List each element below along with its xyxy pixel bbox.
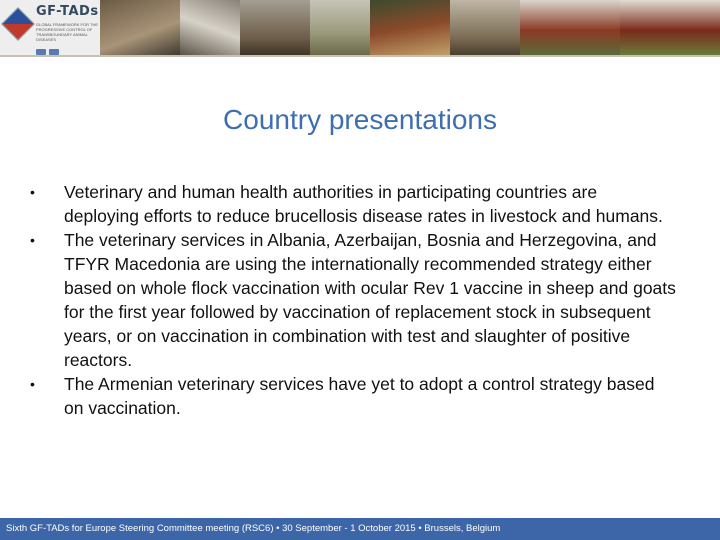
header-divider [0, 55, 720, 57]
bullet-list [26, 180, 676, 420]
animal-photo-pigs [450, 0, 520, 55]
logo-diamond-icon [1, 7, 35, 41]
bullet-item: • The veterinary services in Albania, Azerbaijan, Bosnia and Herzegovina, and TFYR Macedonia are using the internationally recommended strategy either based on whole flock vaccination with ocular Rev 1 vaccine in sheep and goats for the first year followed by vaccination of replacement stock in subsequent years, or on vaccination in combination with test and slaughter of positive reactors. [26, 228, 676, 372]
slide-title: Country presentations [223, 104, 497, 135]
bullet-item: • The Armenian veterinary services have yet to adopt a control strategy based on vaccination. [26, 372, 676, 420]
partner-logos [36, 42, 62, 55]
header-banner [0, 0, 720, 55]
animal-photo-cattle [520, 0, 620, 55]
animal-photo-birds [310, 0, 370, 55]
bullet-item: • Veterinary and human health authorities in participating countries are deploying efforts to reduce brucellosis disease rates in livestock and humans. [26, 180, 676, 228]
animal-photo-horse [240, 0, 310, 55]
footer-text: Sixth GF-TADs for Europe Steering Committee meeting (RSC6) • 30 September - 1 October 2015 • Brussels, Belgium [6, 523, 501, 534]
animal-photo-rooster [370, 0, 450, 55]
animal-photo-goats [100, 0, 180, 55]
gf-tads-logo [0, 0, 100, 55]
animal-photo-sheep [180, 0, 240, 55]
logo-subtitle: GLOBAL FRAMEWORK FOR THE PROGRESSIVE CONTROL OF TRANSBOUNDARY ANIMAL DISEASES [36, 22, 99, 42]
footer-bar [0, 518, 720, 540]
animal-photo-cattle-herd [620, 0, 720, 55]
logo-title: GF-TADs [36, 4, 99, 19]
